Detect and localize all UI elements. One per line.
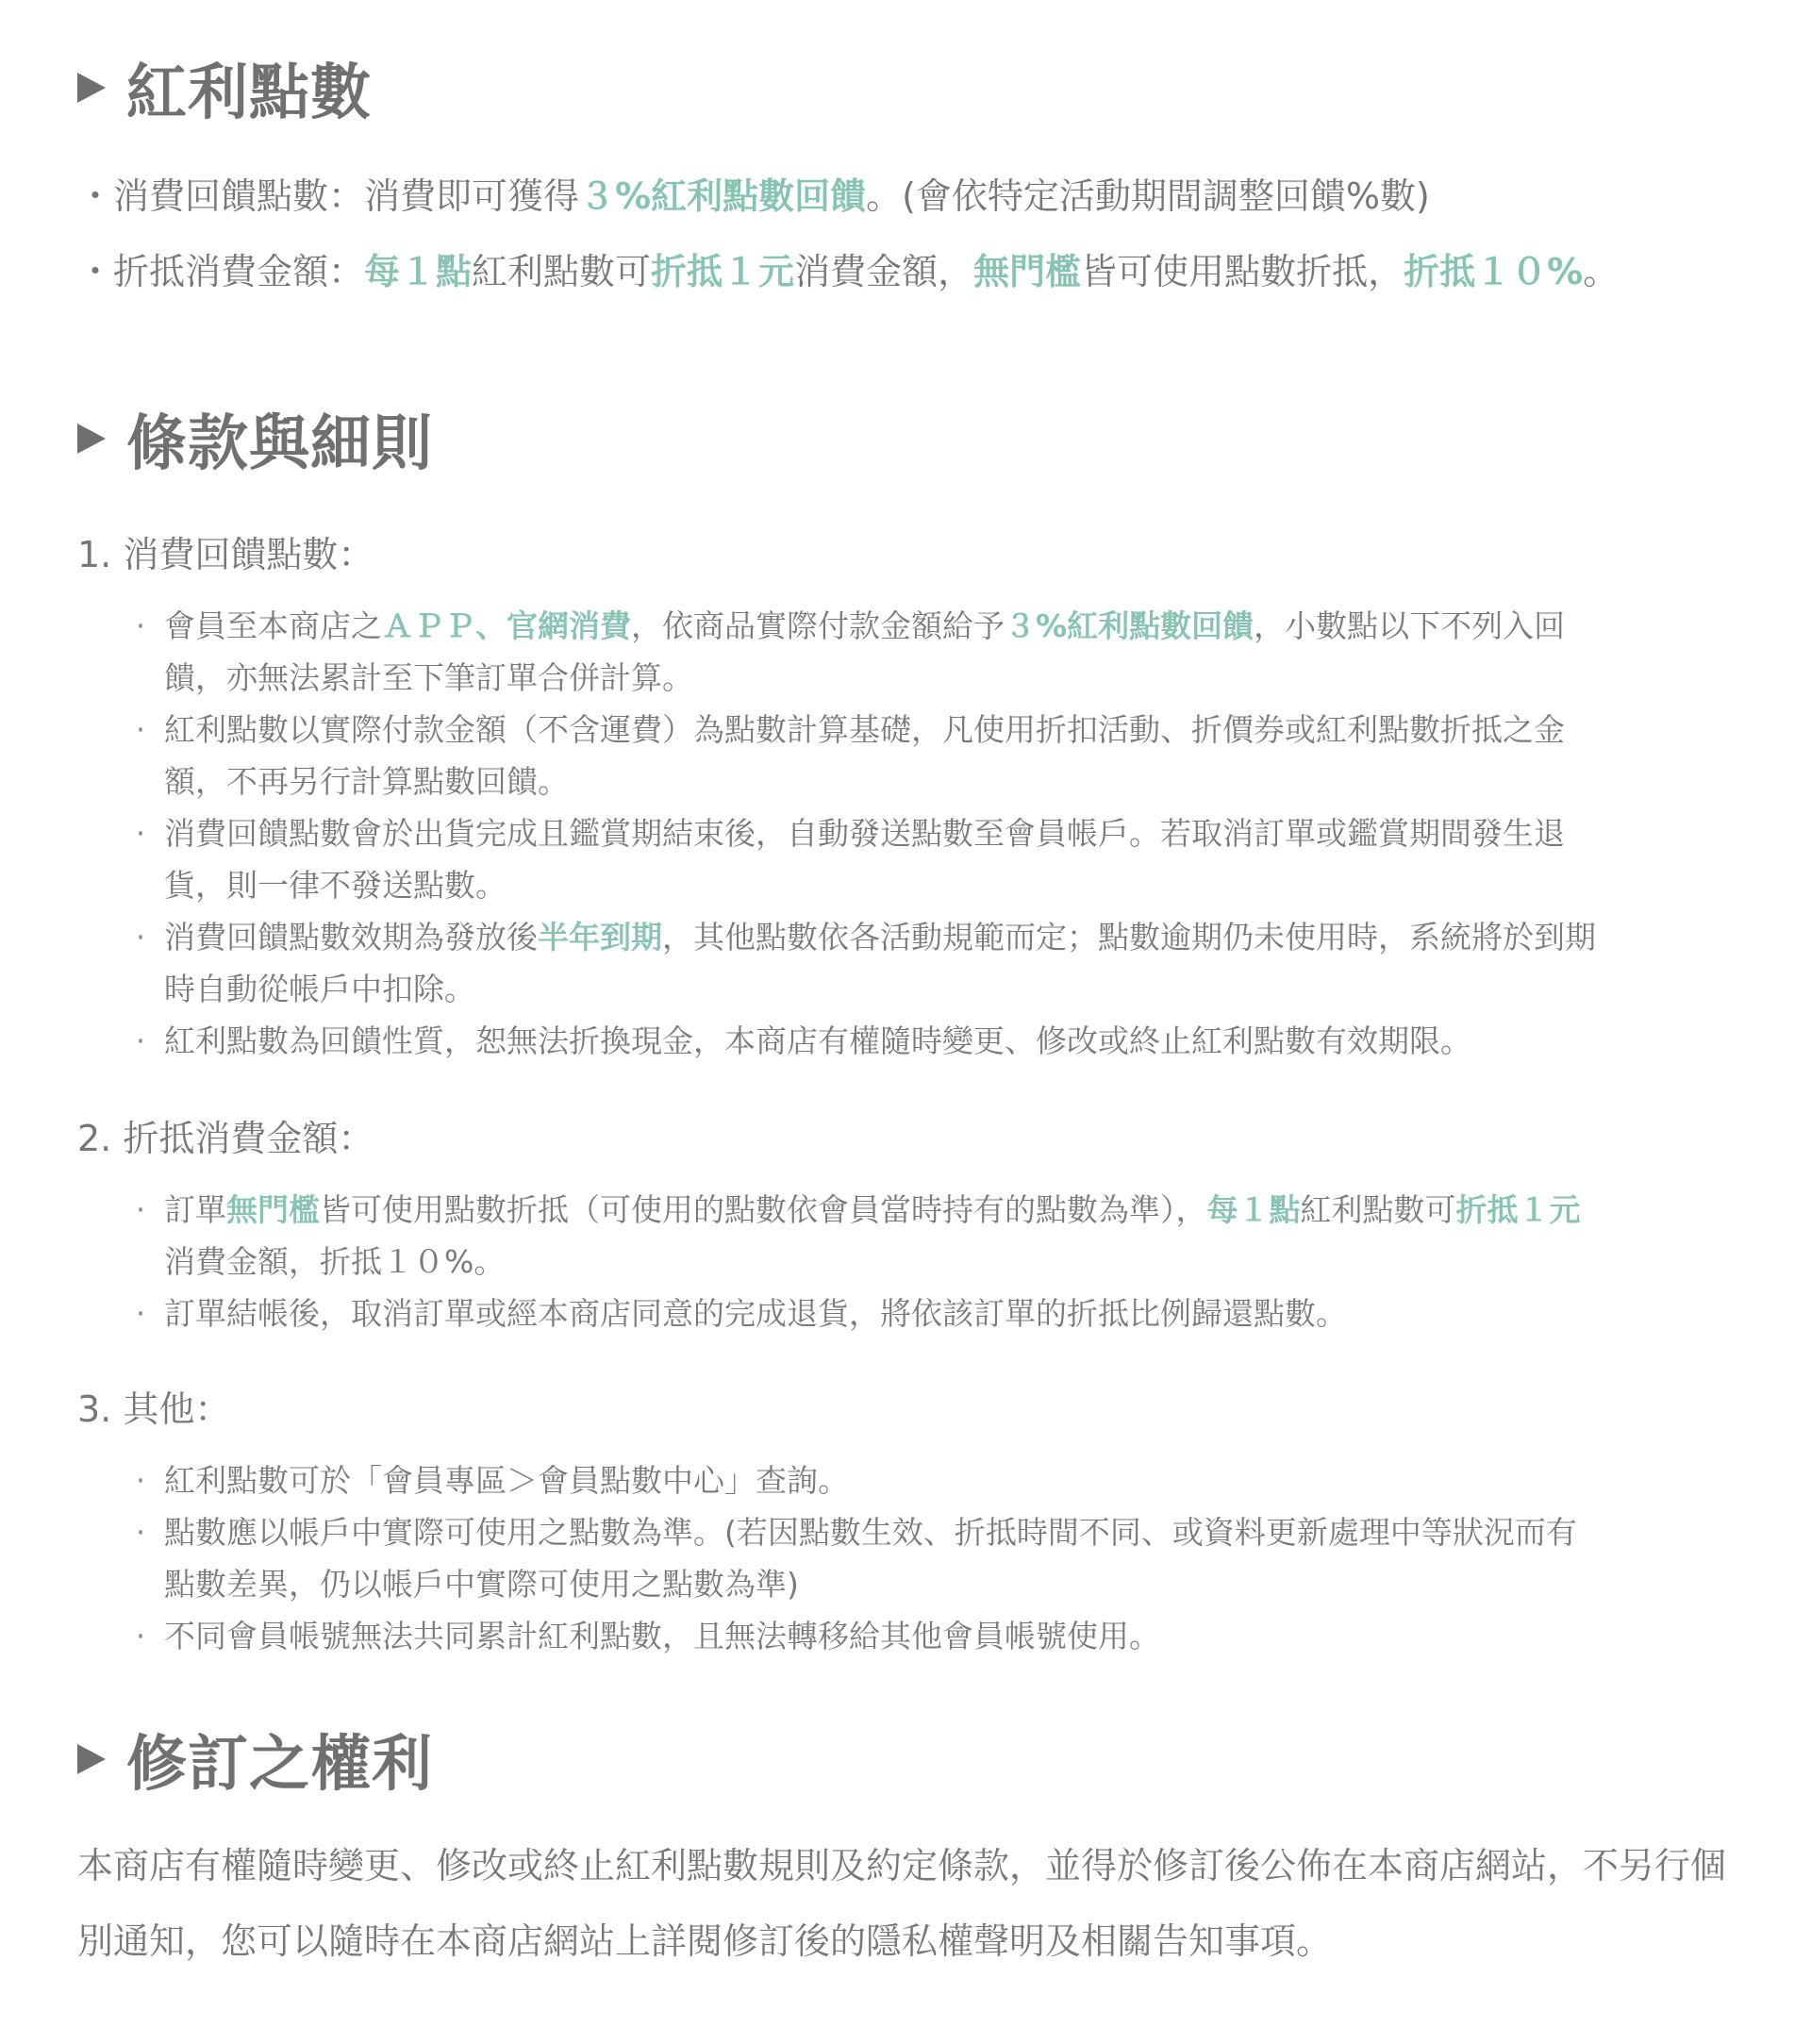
list-item: · 消費回饋點數會於出貨完成且鑑賞期結束後，自動發送點數至會員帳戶。若取消訂單或鑑賞期間發生退貨，則一律不發送點數。 [126,807,1598,911]
list-item: · 訂單結帳後，取消訂單或經本商店同意的完成退貨，將依該訂單的折抵比例歸還點數。 [126,1288,1598,1339]
highlight-text: 無門檻 [226,1191,320,1228]
highlight-text: ３%紅利點數回饋 [579,175,867,217]
highlight-text: 折抵１元 [651,251,795,292]
section-heading-revision-rights [77,1717,1734,1802]
highlight-text: 折抵１元 [1455,1191,1581,1228]
bullet-list [77,1454,1681,1662]
section-heading-terms [77,396,1734,481]
list-item: · 紅利點數以實際付款金額（不含運費）為點數計算基礎，凡使用折扣活動、折價券或紅利點數折抵之金額，不再另行計算點數回饋。 [126,704,1598,807]
highlight-text: 折抵１０% [1404,251,1584,292]
triangle-right-icon [77,73,106,103]
revision-rights-paragraph: 本商店有權隨時變更、修改或終止紅利點數規則及約定條款，並得於修訂後公佈在本商店網站，不另行個別通知，您可以隨時在本商店網站上詳閱修訂後的隱私權聲明及相關告知事項。 [77,1845,1727,1962]
section-title: 紅利點數 [126,58,372,128]
bullet-list [77,600,1681,1067]
highlight-text: 每１點 [364,251,473,292]
triangle-right-icon [77,424,106,454]
subsection-title: 3. 其他： [77,1388,231,1430]
list-item: · 訂單無門檻皆可使用點數折抵（可使用的點數依會員當時持有的點數為準），每１點紅利點數可折抵１元消費金額，折抵１０%。 [126,1184,1598,1288]
list-item: · 會員至本商店之ＡＰＰ、官網消費，依商品實際付款金額給予３%紅利點數回饋，小數點以下不列入回饋，亦無法累計至下筆訂單合併計算。 [126,600,1598,704]
bonus-summary-list [77,158,1734,309]
highlight-text: 每１點 [1206,1191,1301,1228]
section-title: 修訂之權利 [126,1730,433,1800]
list-item: ・消費回饋點數：消費即可獲得３%紅利點數回饋。(會依特定活動期間調整回饋%數) [77,175,1430,217]
list-item: · 點數應以帳戶中實際可使用之點數為準。(若因點數生效、折抵時間不同、或資料更新處理中等狀況而有點數差異，仍以帳戶中實際可使用之點數為準) [126,1506,1598,1610]
list-item: · 紅利點數為回饋性質，恕無法折換現金，本商店有權隨時變更、修改或終止紅利點數有效期限。 [126,1015,1598,1067]
highlight-text: ＡＰＰ、官網消費 [382,607,631,644]
highlight-text: 半年到期 [538,919,662,956]
highlight-text: ３%紅利點數回饋 [1005,607,1254,644]
subsection-title: 1. 消費回饋點數： [77,534,374,575]
triangle-right-icon [77,1744,106,1774]
list-item: ・折抵消費金額：每１點紅利點數可折抵１元消費金額，無門檻皆可使用點數折抵，折抵１０%。 [77,251,1620,292]
highlight-text: 無門檻 [973,251,1082,292]
list-item: · 不同會員帳號無法共同累計紅利點數，且無法轉移給其他會員帳號使用。 [126,1610,1598,1662]
section-heading-bonus-points [77,45,1734,130]
list-item: · 消費回饋點數效期為發放後半年到期，其他點數依各活動規範而定；點數逾期仍未使用時，系統將於到期時自動從帳戶中扣除。 [126,911,1598,1015]
subsection-title: 2. 折抵消費金額： [77,1118,374,1159]
list-item: · 紅利點數可於「會員專區＞會員點數中心」查詢。 [126,1454,1598,1506]
section-title: 條款與細則 [126,409,433,479]
bullet-list [77,1184,1681,1339]
